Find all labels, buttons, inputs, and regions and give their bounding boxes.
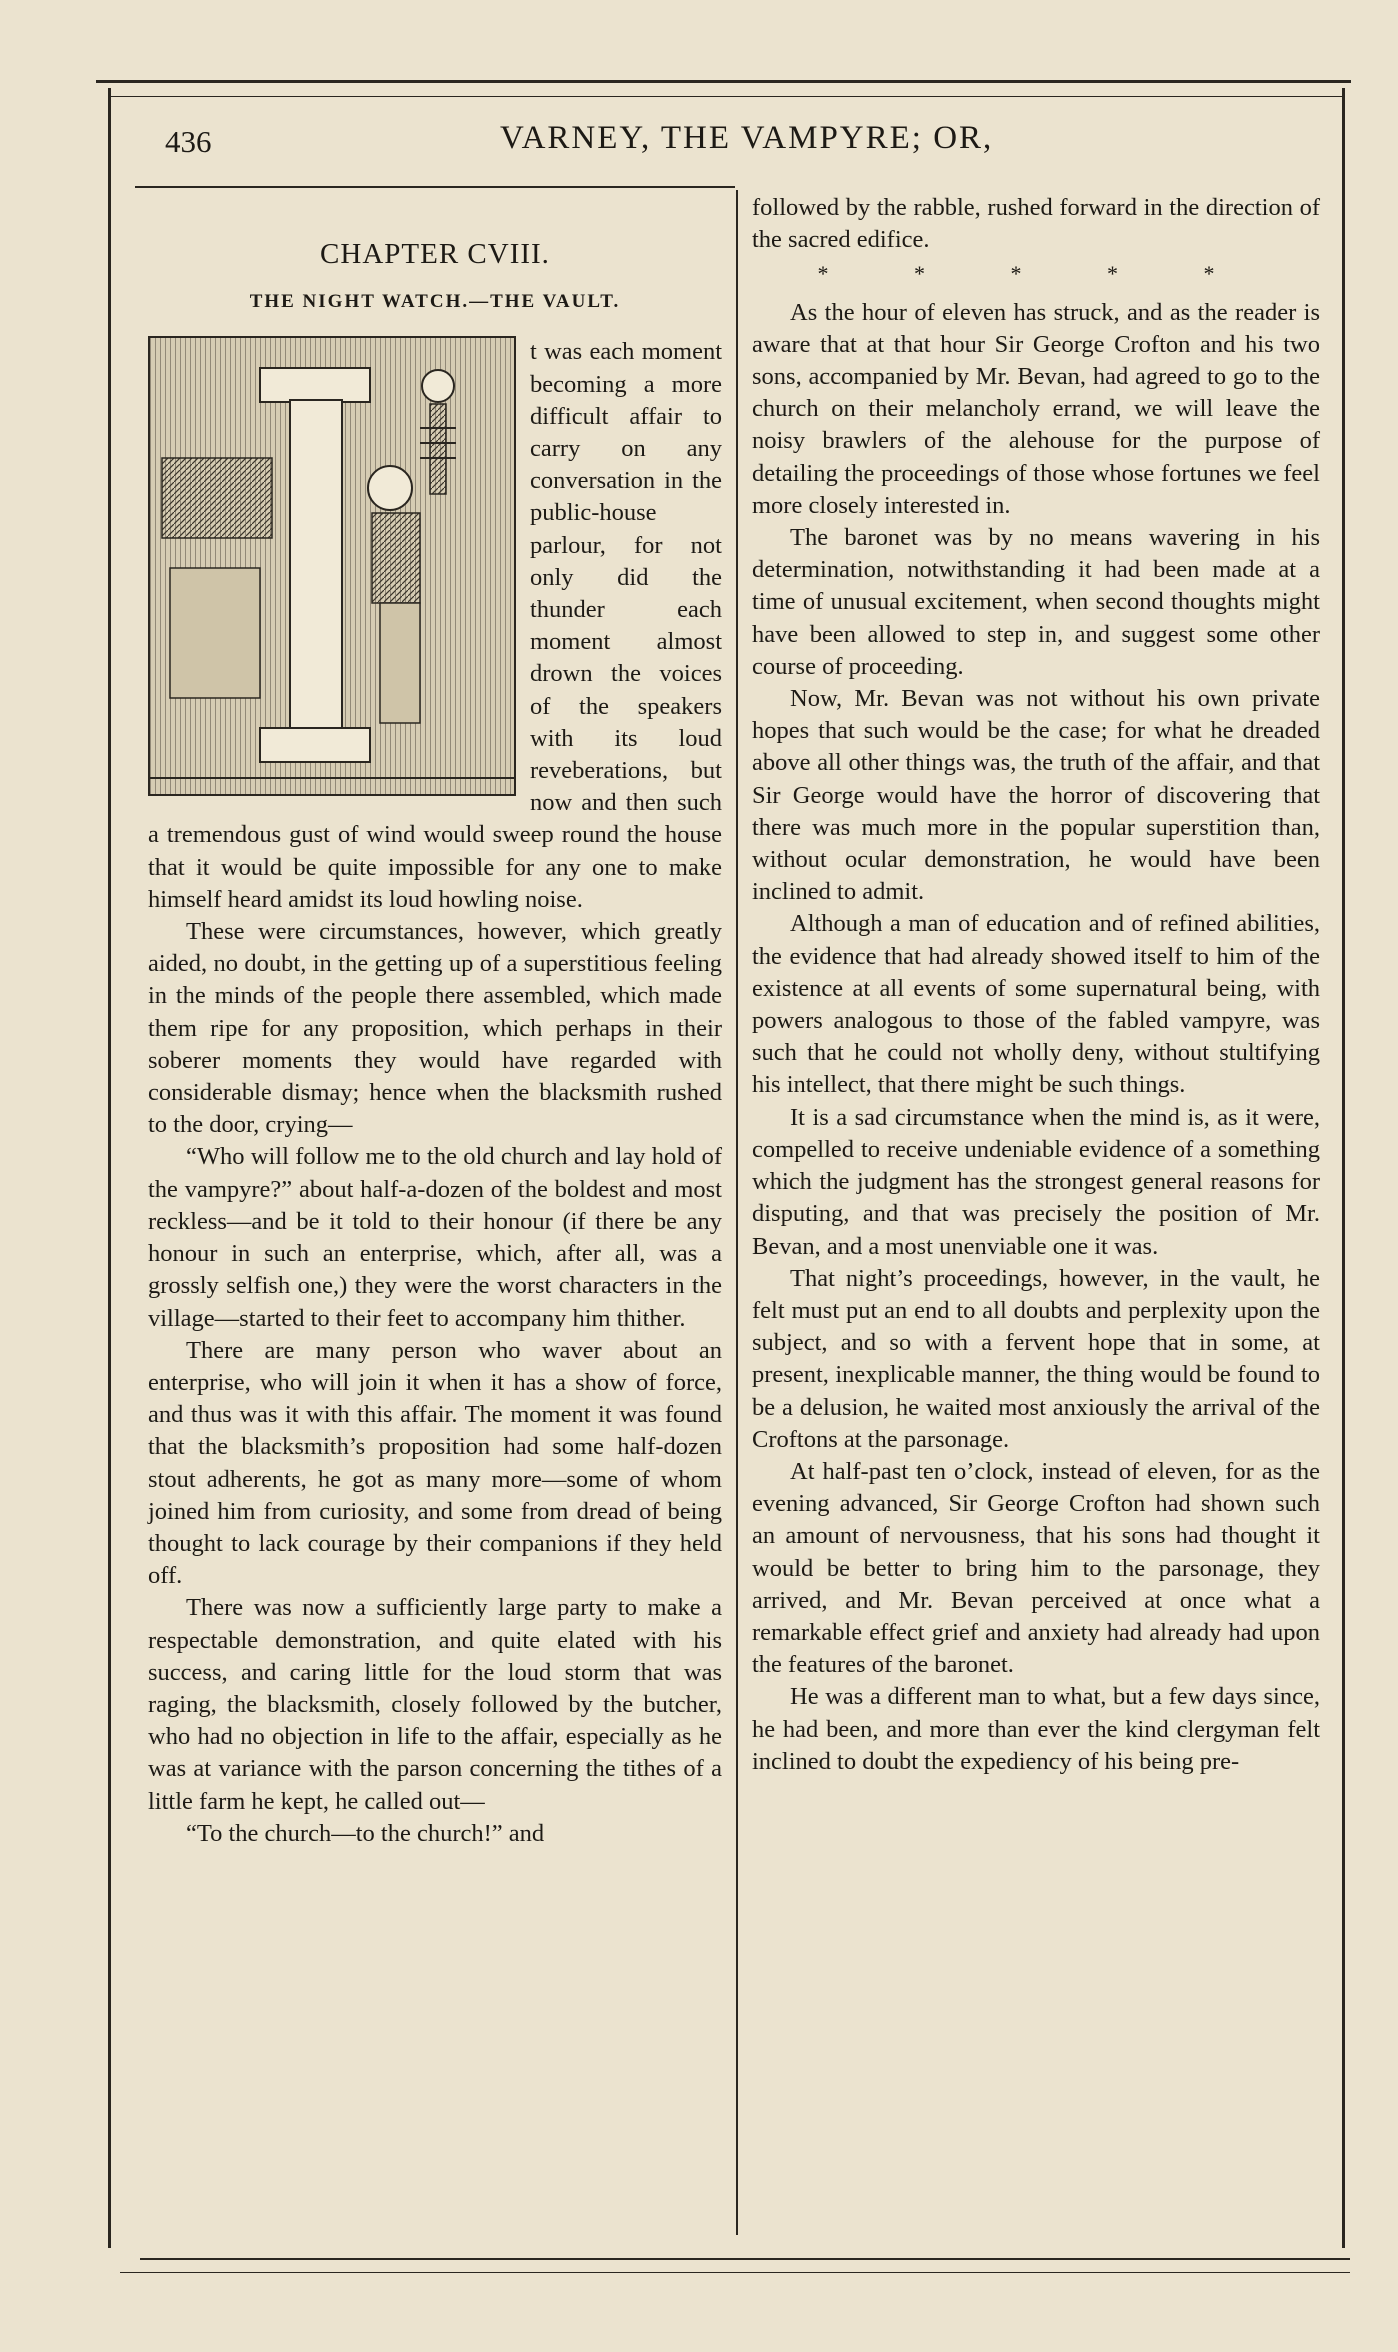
paragraph: At half-past ten o’clock, instead of eleven, for as the evening advanced, Sir George Crofton had shown such an amount of nervousness, that his sons had thought it would be better to bring him to the parsonage, they arrived, and Mr. Bevan perceived at once what a remarkable effect grief and anxiety had already had upon the features of the baronet.	[752, 1457, 1320, 1679]
paragraph: Now, Mr. Bevan was not without his own private hopes that such would be the case; for what he dreaded above all other things was, the truth of the affair, and that Sir George would have the horror of discovering that there was much more in the popular superstition than, without ocular demonstration, he would have been inclined to admit.	[752, 685, 1320, 906]
chapter-title: CHAPTER CVIII.	[320, 238, 550, 270]
chapter-head-rule	[135, 186, 735, 188]
chapter-subtitle: THE NIGHT WATCH.—THE VAULT.	[249, 291, 621, 313]
left-column	[148, 200, 722, 1850]
paragraph: It is a sad circumstance when the mind is, as it were, compelled to receive undeniable evidence of a something which the judgment has the strongest general reasons for disputing, and that was precisely the position of Mr. Bevan, and a most unenviable one it was.	[752, 1103, 1320, 1260]
paragraph: These were circumstances, however, which greatly aided, no doubt, in the getting up of a superstitious feeling in the minds of the people there assembled, which made them ripe for any proposition, which perhaps in their soberer moments they would have regarded with considerable dismay; hence when the blacksmith rushed to the door, crying—	[148, 918, 722, 1139]
page-header	[165, 120, 1330, 170]
paragraph: The baronet was by no means wavering in his determination, notwithstanding it had been made at a time of unusual excitement, when second thoughts might have been allowed to step in, and suggest some other course of proceeding.	[752, 524, 1320, 680]
paragraph: “Who will follow me to the old church and lay hold of the vampyre?” about half-a-dozen of the boldest and most reckless—and be it told to their honour (if there be any honour in such an enterprise, which, after all, was a grossly selfish one,) they were the worst characters in the village—started to their feet to accompany him thither.	[148, 1143, 722, 1332]
paragraph: As the hour of eleven has struck, and as the reader is aware that at that hour Sir George Crofton and his two sons, accompanied by Mr. Bevan, had agreed to go to the church on their melancholy errand, we will leave the noisy brawlers of the alehouse for the purpose of detailing the proceedings of those whose fortunes we feel more closely interested in.	[752, 298, 1320, 519]
column-divider	[736, 190, 738, 2235]
drop-cap-engraving-icon	[150, 338, 516, 796]
page-number: 436	[165, 124, 212, 159]
paragraph: Although a man of education and of refined abilities, the evidence that had already showed itself to him of the existence at all events of some supernatural being, with powers analogous to those of the fabled vampyre, was such that he could not wholly deny, without stultifying his intellect, that there might be such things.	[752, 910, 1320, 1099]
paragraph: t was each moment becoming a more difficult affair to carry on any conversation in the public-house parlour, for not only did the thunder each moment almost drown the voices of the speakers with its loud reveberations, but now and then such a tremendous gust of wind would sweep round the house that it would be quite impossible for any one to make himself heard amidst its loud howling noise.	[148, 338, 722, 913]
paragraph: “To the church—to the church!” and	[186, 1819, 545, 1847]
drop-cap-illustration	[148, 336, 516, 796]
bottom-rule-thin	[120, 2272, 1350, 2273]
paragraph: followed by the rabble, rushed forward in the direction of the sacred edifice.	[752, 194, 1320, 254]
paragraph: There was now a sufficiently large party to make a respectable demonstration, and quite elated with his success, and caring little for the loud storm that was raging, the blacksmith, closely followed by the butcher, who had no objection in life to the affair, especially as he was at variance with the parson concerning the tithes of a little farm he kept, he called out—	[148, 1594, 722, 1815]
section-break: * * * * *	[817, 261, 1255, 287]
right-column	[752, 192, 1320, 1778]
paragraph: He was a different man to what, but a few days since, he had been, and more than ever the kind clergyman felt inclined to doubt the expediency of his being pre-	[752, 1683, 1320, 1775]
paragraph: There are many person who waver about an enterprise, who will join it when it has a show of force, and thus was it with this affair. The moment it was found that the blacksmith’s proposition had some half-dozen stout adherents, he got as many more—some of whom joined him from curiosity, and some from dread of being thought to lack courage by their companions if they held off.	[148, 1336, 722, 1590]
bottom-rule	[140, 2258, 1350, 2260]
top-rule	[96, 80, 1351, 83]
running-head: VARNEY, THE VAMPYRE; OR,	[500, 120, 994, 156]
paragraph: That night’s proceedings, however, in the vault, he felt must put an end to all doubts and perplexity upon the subject, and so with a fervent hope that in some, at present, inexplicable manner, the thing would be found to be a delusion, he waited most anxiously the arrival of the Croftons at the parsonage.	[752, 1264, 1320, 1453]
